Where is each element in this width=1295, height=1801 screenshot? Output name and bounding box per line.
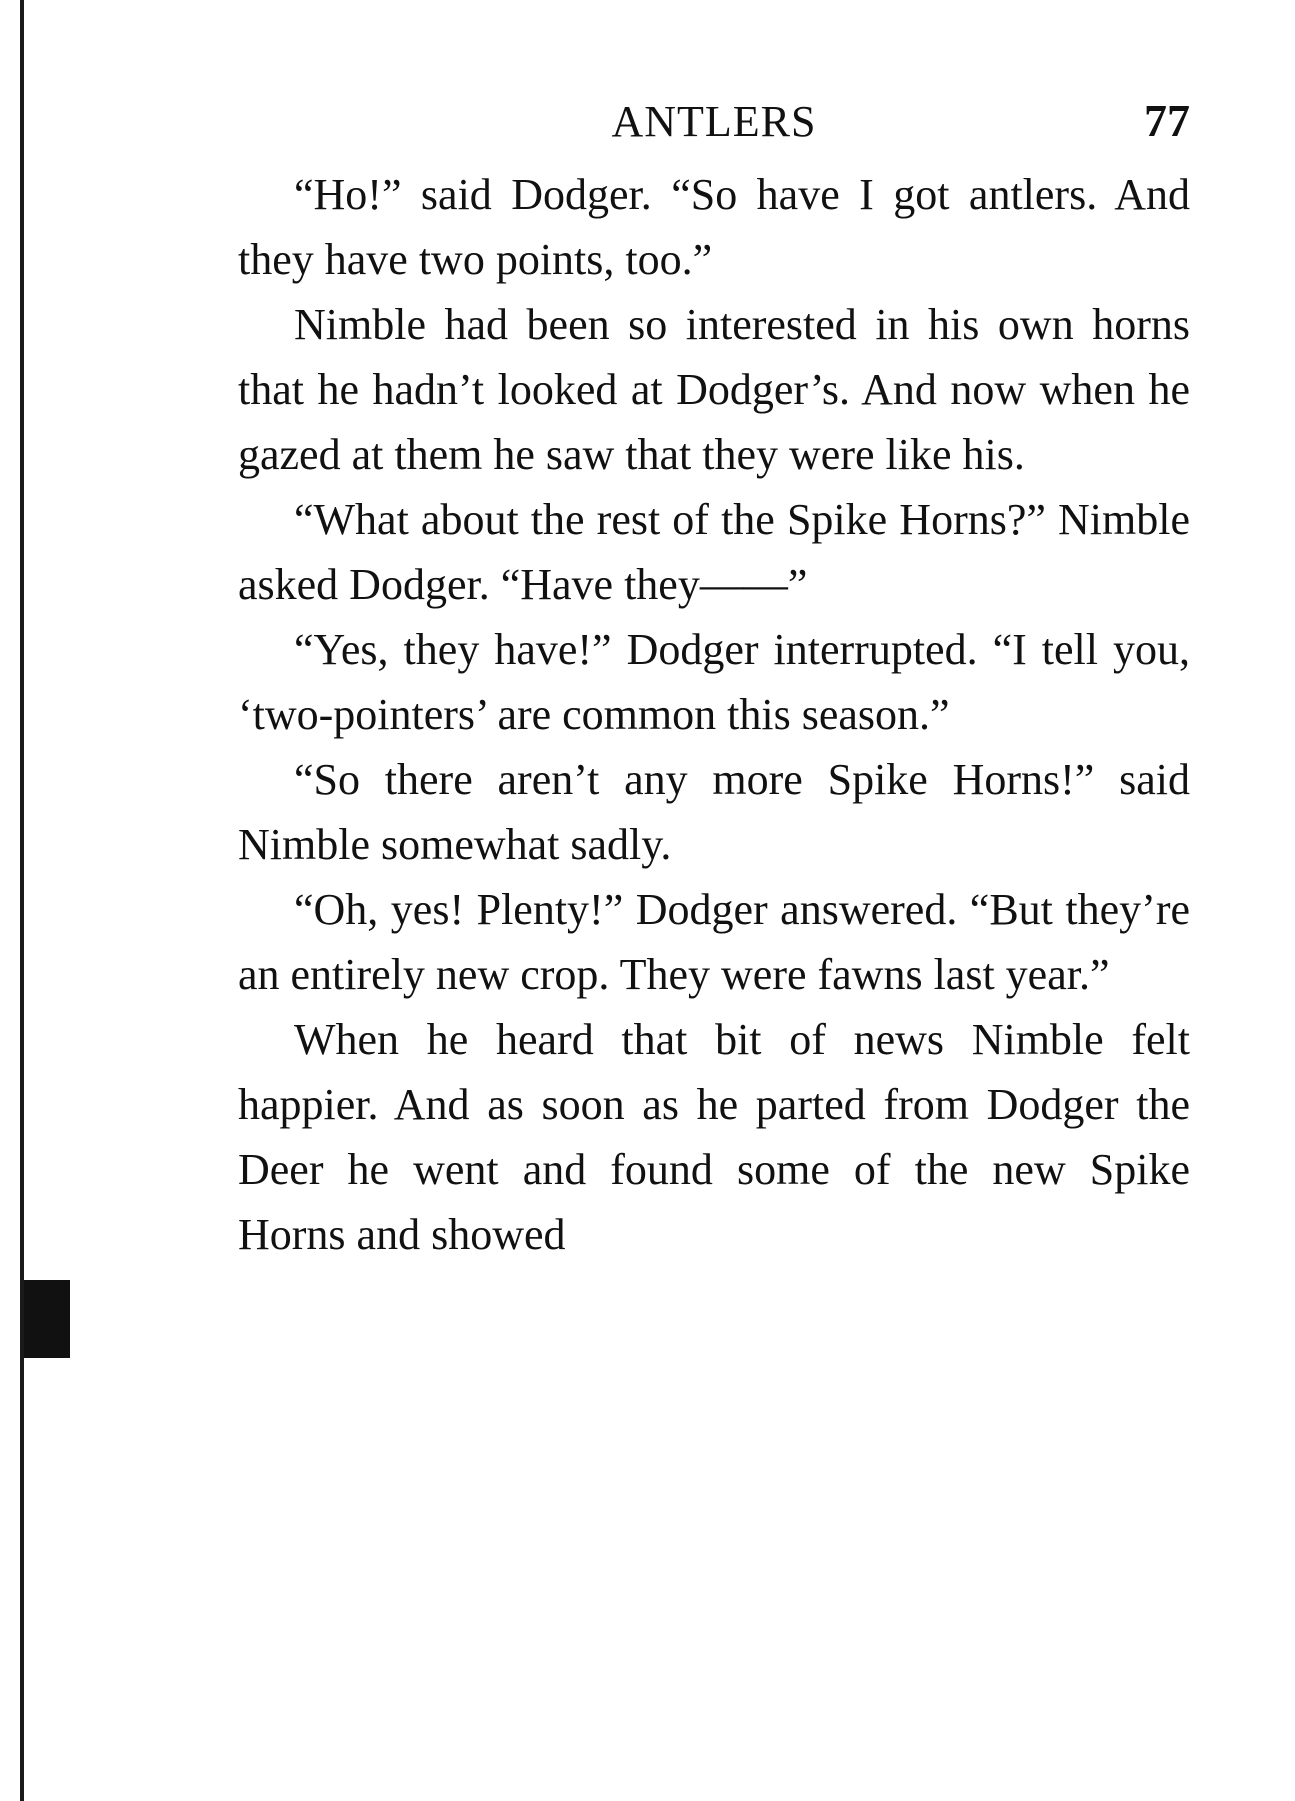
page-number: 77 — [1144, 95, 1190, 146]
book-page — [238, 82, 1190, 1267]
running-head — [238, 82, 1190, 158]
paragraph-2: Nimble had been so interested in his own horns that he hadn’t looked at Dodger’s. And now when he gazed at them he saw that they were like his. — [238, 300, 1190, 479]
paragraph-7: When he heard that bit of news Nimble felt happier. And as soon as he parted from Dodger the Deer he went and found some of the new Spike Horns and showed — [238, 1015, 1190, 1259]
page-binding-edge — [20, 0, 24, 1801]
running-title: ANTLERS — [611, 97, 817, 146]
paragraph-5: “So there aren’t any more Spike Horns!” said Nimble somewhat sadly. — [238, 755, 1190, 869]
paragraph-4: “Yes, they have!” Dodger interrupted. “I tell you, ‘two-pointers’ are common this season.” — [238, 625, 1190, 739]
paragraph-1: “Ho!” said Dodger. “So have I got antlers. And they have two points, too.” — [238, 170, 1190, 284]
scan-ink-blot — [24, 1280, 70, 1358]
body-text — [238, 162, 1190, 1267]
paragraph-3: “What about the rest of the Spike Horns?” Nimble asked Dodger. “Have they——” — [238, 495, 1190, 609]
paragraph-6: “Oh, yes! Plenty!” Dodger answered. “But they’re an entirely new crop. They were fawns last year.” — [238, 885, 1190, 999]
